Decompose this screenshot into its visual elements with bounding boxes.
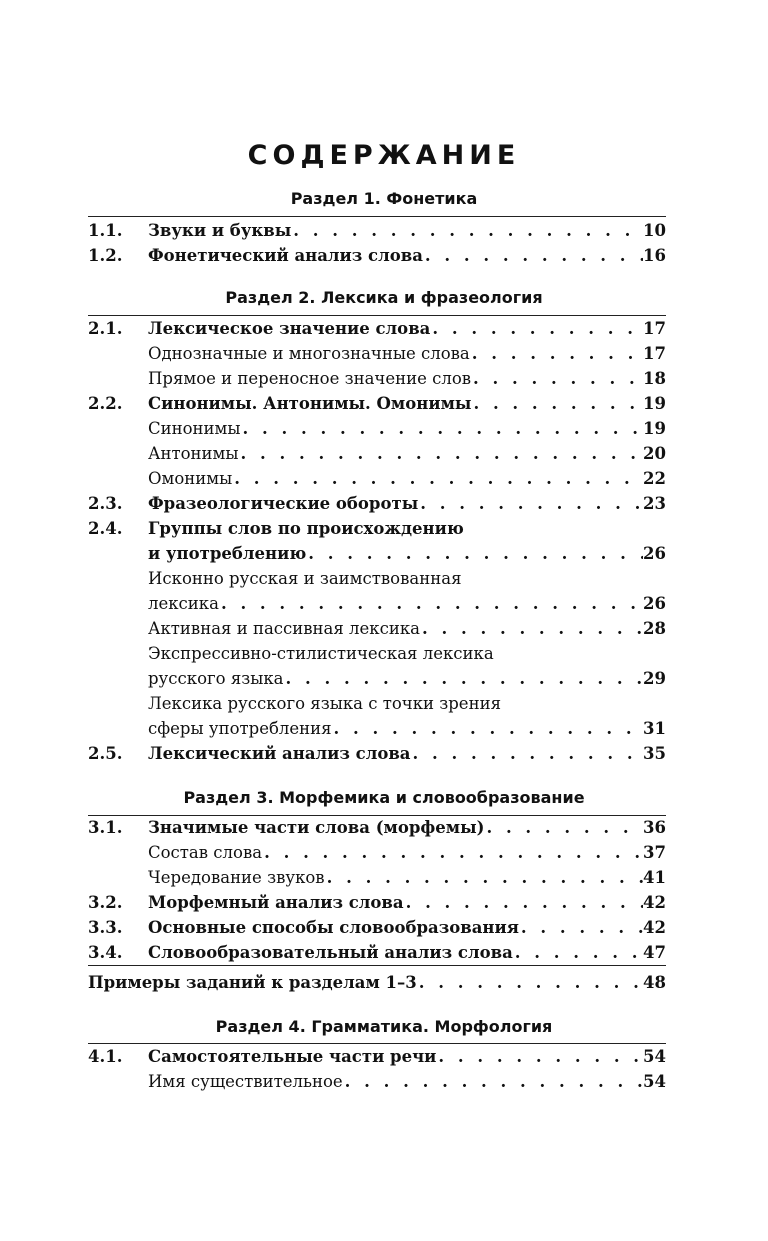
entry	[148, 566, 666, 591]
page-number: 29	[643, 669, 666, 688]
entry-title: Фонетический анализ слова	[148, 246, 423, 265]
toc-row[interactable]	[88, 840, 666, 865]
page-number: 23	[643, 494, 666, 513]
entry-title: Однозначные и многозначные слова	[148, 344, 470, 363]
toc-row[interactable]	[88, 641, 666, 666]
page-number: 22	[643, 469, 666, 488]
page-number: 10	[643, 221, 666, 240]
page-number: 19	[643, 394, 666, 413]
extra-rule	[88, 965, 666, 966]
entry-title: Морфемный анализ слова	[148, 893, 404, 912]
page-number: 37	[643, 843, 666, 862]
entry-title: Антонимы	[148, 444, 239, 463]
dot-leader	[325, 865, 643, 890]
dot-leader	[284, 666, 644, 691]
entry-title: Синонимы	[148, 419, 241, 438]
entry	[148, 716, 666, 741]
entry	[148, 341, 666, 366]
entry	[148, 218, 666, 243]
entry-number: 3.3.	[88, 918, 123, 937]
dot-leader	[262, 840, 643, 865]
entry-number: 2.4.	[88, 519, 123, 538]
entry-title: Лексика русского языка с точки зрения	[148, 694, 501, 713]
entry-number: 2.1.	[88, 319, 123, 338]
entry-title: Словообразовательный анализ слова	[148, 943, 513, 962]
entry-title: Фразеологические обороты	[148, 494, 419, 513]
dot-leader	[239, 441, 644, 466]
entry	[148, 616, 666, 641]
page-number: 19	[643, 419, 666, 438]
entry-title: русского языка	[148, 669, 284, 688]
entry-number: 3.4.	[88, 943, 123, 962]
entry	[148, 840, 666, 865]
entry-number: 2.5.	[88, 744, 123, 763]
page-number: 26	[643, 544, 666, 563]
entry-title: Синонимы. Антонимы. Омонимы	[148, 394, 472, 413]
entry	[148, 741, 666, 766]
toc-row[interactable]	[88, 591, 666, 616]
toc-row[interactable]	[88, 815, 666, 840]
section-heading: Раздел 1. Фонетика	[290, 189, 478, 208]
dot-leader	[436, 1044, 643, 1069]
toc-row[interactable]	[88, 218, 666, 243]
toc-row[interactable]	[88, 915, 666, 940]
page-number: 31	[643, 719, 666, 738]
dot-leader	[219, 591, 643, 616]
entry-title: Звуки и буквы	[148, 221, 292, 240]
entry-title: Чередование звуков	[148, 868, 325, 887]
entry-title: Значимые части слова (морфемы)	[148, 818, 485, 837]
dot-leader	[471, 366, 643, 391]
page-number: 42	[643, 918, 666, 937]
dot-leader	[471, 391, 643, 416]
page-number: 17	[643, 344, 666, 363]
entry-title: Самостоятельные части речи	[148, 1047, 437, 1066]
page-number: 17	[643, 319, 666, 338]
entry	[148, 416, 666, 441]
entry-title: Активная и пассивная лексика	[148, 619, 420, 638]
entry	[148, 541, 666, 566]
page-number: 18	[643, 369, 666, 388]
page-number: 42	[643, 893, 666, 912]
entry	[148, 243, 666, 268]
entry	[148, 641, 666, 666]
toc-row[interactable]	[88, 741, 666, 766]
dot-leader	[411, 741, 644, 766]
toc-row[interactable]	[88, 341, 666, 366]
entry-number: 3.1.	[88, 818, 123, 837]
dot-leader	[470, 341, 643, 366]
dot-leader	[513, 940, 643, 965]
entry-number: 4.1.	[88, 1047, 123, 1066]
page-number: 20	[643, 444, 666, 463]
page-number: 35	[643, 744, 666, 763]
entry	[88, 970, 666, 995]
page-number: 48	[643, 973, 666, 992]
section-heading: Раздел 3. Морфемика и словообразование	[183, 788, 585, 807]
entry-number: 3.2.	[88, 893, 123, 912]
dot-leader	[306, 541, 643, 566]
entry	[148, 491, 666, 516]
toc-row[interactable]	[88, 441, 666, 466]
toc-row[interactable]	[88, 616, 666, 641]
entry-title: Лексическое значение слова	[148, 319, 431, 338]
dot-leader	[423, 243, 643, 268]
dot-leader	[420, 616, 643, 641]
page-number: 36	[643, 818, 666, 837]
entry	[148, 915, 666, 940]
toc-row[interactable]	[88, 516, 666, 541]
toc-row[interactable]	[88, 566, 666, 591]
entry	[148, 1069, 666, 1094]
dot-leader	[519, 915, 643, 940]
toc-row[interactable]	[88, 865, 666, 890]
entry-title: Лексический анализ слова	[148, 744, 411, 763]
toc-row[interactable]	[88, 666, 666, 691]
entry-title: сферы употребления	[148, 719, 332, 738]
section-rule	[88, 216, 666, 217]
entry-title: Состав слова	[148, 843, 263, 862]
entry	[148, 815, 666, 840]
page-number: 26	[643, 594, 666, 613]
page-number: 54	[643, 1072, 666, 1091]
toc-row[interactable]	[88, 1069, 666, 1094]
entry-title: Исконно русская и заимствованная	[148, 569, 462, 588]
entry	[148, 316, 666, 341]
toc-row[interactable]	[88, 391, 666, 416]
entry	[148, 466, 666, 491]
entry-number: 1.1.	[88, 221, 123, 240]
page-number: 28	[643, 619, 666, 638]
section-heading: Раздел 2. Лексика и фразеология	[225, 288, 543, 307]
entry-title: Имя существительное	[148, 1072, 343, 1091]
entry-title: Экспрессивно-стилистическая лексика	[148, 644, 494, 663]
entry-title: Основные способы словообразования	[148, 918, 519, 937]
entry-number: 2.3.	[88, 494, 123, 513]
dot-leader	[332, 716, 643, 741]
entry-title: Прямое и переносное значение слов	[148, 369, 472, 388]
toc-row[interactable]	[88, 366, 666, 391]
toc-row[interactable]	[88, 491, 666, 516]
toc-row[interactable]	[88, 890, 666, 915]
entry	[148, 666, 666, 691]
entry	[148, 890, 666, 915]
dot-leader	[291, 218, 643, 243]
entry	[148, 691, 666, 716]
entry	[148, 940, 666, 965]
dot-leader	[484, 815, 643, 840]
toc-row[interactable]	[88, 466, 666, 491]
toc-row[interactable]	[88, 316, 666, 341]
entry	[148, 441, 666, 466]
entry	[148, 366, 666, 391]
entry-title: лексика	[148, 594, 219, 613]
entry	[148, 591, 666, 616]
entry	[148, 865, 666, 890]
dot-leader	[343, 1069, 643, 1094]
page-number: 47	[643, 943, 666, 962]
entry-title: и употреблению	[148, 544, 307, 563]
toc-row[interactable]	[88, 416, 666, 441]
page-number: 54	[643, 1047, 666, 1066]
toc-row[interactable]	[88, 1044, 666, 1069]
dot-leader	[232, 466, 643, 491]
entry-title: Примеры заданий к разделам 1–3	[88, 973, 417, 992]
page-number: 16	[643, 246, 666, 265]
dot-leader	[417, 970, 643, 995]
entry	[148, 516, 666, 541]
section-heading: Раздел 4. Грамматика. Морфология	[215, 1017, 553, 1036]
entry	[148, 1044, 666, 1069]
toc-row[interactable]	[88, 716, 666, 741]
toc-row[interactable]	[88, 940, 666, 965]
entry	[148, 391, 666, 416]
entry-title: Группы слов по происхождению	[148, 519, 464, 538]
toc-extra-row[interactable]	[88, 970, 666, 995]
entry-number: 1.2.	[88, 246, 123, 265]
toc-row[interactable]	[88, 541, 666, 566]
dot-leader	[404, 890, 643, 915]
toc-row[interactable]	[88, 691, 666, 716]
dot-leader	[418, 491, 643, 516]
dot-leader	[241, 416, 644, 441]
page-number: 41	[643, 868, 666, 887]
page-title: СОДЕРЖАНИЕ	[247, 140, 521, 171]
toc-row[interactable]	[88, 243, 666, 268]
entry-number: 2.2.	[88, 394, 123, 413]
entry-title: Омонимы	[148, 469, 233, 488]
dot-leader	[430, 316, 643, 341]
